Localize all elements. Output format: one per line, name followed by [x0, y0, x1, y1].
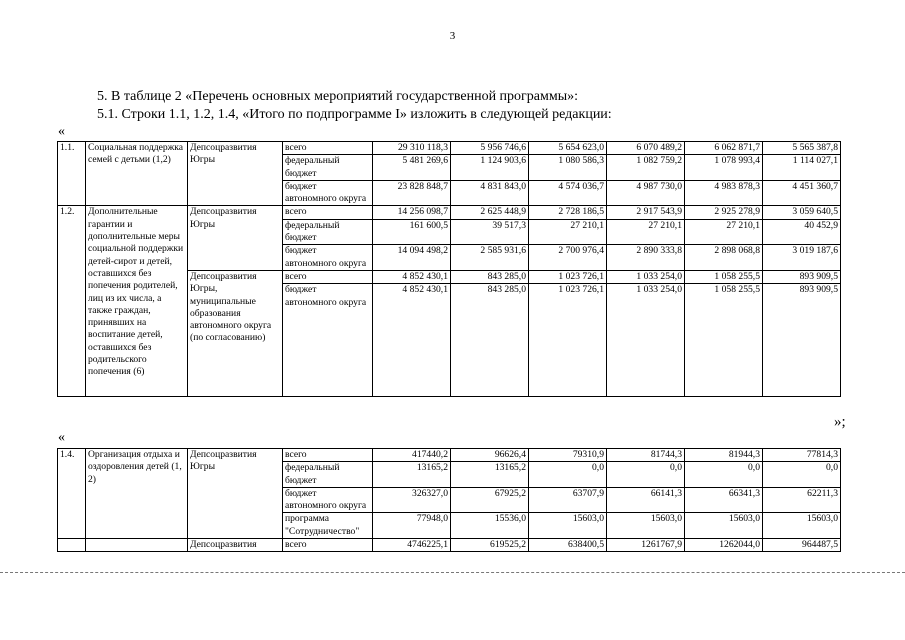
amount-year: 638400,5 — [529, 539, 607, 552]
amount-year: 27 210,1 — [607, 219, 685, 245]
measure-name: Социальная поддержка семей с детьми (1,2) — [86, 142, 188, 206]
measure-name: Организация отдыха и оздоровления детей (1, 2) — [86, 449, 188, 539]
measures-table-2 — [57, 448, 841, 552]
amount-year: 1 124 903,6 — [451, 155, 529, 181]
amount-year: 63707,9 — [529, 487, 607, 513]
amount-year: 1 033 254,0 — [607, 284, 685, 397]
amount-total: 29 310 118,3 — [373, 142, 451, 155]
executor: Депсоцразвития Югры — [188, 449, 283, 539]
amount-year: 2 625 448,9 — [451, 206, 529, 219]
amount-year: 40 452,9 — [763, 219, 841, 245]
executor: Депсоцразвития Югры — [188, 142, 283, 206]
closing-quote: »; — [834, 414, 846, 430]
row-number: 1.4. — [58, 449, 86, 539]
amount-year: 4 983 878,3 — [685, 180, 763, 206]
amount-year: 1 058 255,5 — [685, 284, 763, 397]
amount-year: 1 080 586,3 — [529, 155, 607, 181]
amount-year: 0,0 — [529, 462, 607, 488]
amount-year: 2 898 068,8 — [685, 245, 763, 271]
amount-year: 0,0 — [607, 462, 685, 488]
amount-year: 67925,2 — [451, 487, 529, 513]
amount-year: 3 059 640,5 — [763, 206, 841, 219]
amount-year: 4 574 036,7 — [529, 180, 607, 206]
funding-source: федеральный бюджет — [283, 219, 373, 245]
row-number-empty — [58, 539, 86, 552]
row-number: 1.1. — [58, 142, 86, 206]
amount-year: 79310,9 — [529, 449, 607, 462]
amount-year: 2 925 278,9 — [685, 206, 763, 219]
section-heading: 5. В таблице 2 «Перечень основных мероприятий государственной программы»: — [97, 89, 579, 104]
page-number: 3 — [449, 30, 456, 42]
amount-year: 15603,0 — [763, 513, 841, 539]
executor: Депсоцразвития — [188, 539, 283, 552]
amount-year: 15603,0 — [607, 513, 685, 539]
funding-source: всего — [283, 449, 373, 462]
opening-quote-2: « — [58, 430, 65, 445]
measure-name: Дополнительные гарантии и дополнительные меры социальной поддержки детей-сирот и детей, оставшихся без попечения родителей, лиц из их числа, а также граждан, принявших на воспитание детей, оставшихся без родительского попечения (6) — [86, 206, 188, 397]
amount-year: 2 700 976,4 — [529, 245, 607, 271]
amount-year: 1262044,0 — [685, 539, 763, 552]
row-number: 1.2. — [58, 206, 86, 397]
amount-year: 39 517,3 — [451, 219, 529, 245]
amount-year: 1 023 726,1 — [529, 270, 607, 283]
amount-total: 4 852 430,1 — [373, 284, 451, 397]
funding-source: всего — [283, 142, 373, 155]
amount-total: 23 828 848,7 — [373, 180, 451, 206]
table-row — [58, 206, 841, 219]
amount-year: 843 285,0 — [451, 284, 529, 397]
amount-year: 1 114 027,1 — [763, 155, 841, 181]
amount-year: 619525,2 — [451, 539, 529, 552]
measures-table-1 — [57, 141, 841, 397]
amount-year: 893 909,5 — [763, 270, 841, 283]
amount-year: 77814,3 — [763, 449, 841, 462]
funding-source: федеральный бюджет — [283, 155, 373, 181]
table-row — [58, 142, 841, 155]
amount-total: 417440,2 — [373, 449, 451, 462]
amount-year: 843 285,0 — [451, 270, 529, 283]
amount-year: 893 909,5 — [763, 284, 841, 397]
amount-total: 13165,2 — [373, 462, 451, 488]
amount-total: 77948,0 — [373, 513, 451, 539]
amount-total: 14 094 498,2 — [373, 245, 451, 271]
amount-year: 6 062 871,7 — [685, 142, 763, 155]
amount-year: 62211,3 — [763, 487, 841, 513]
funding-source: всего — [283, 206, 373, 219]
funding-source: бюджет автономного округа — [283, 487, 373, 513]
executor: Депсоцразвития Югры — [188, 206, 283, 270]
opening-quote: « — [58, 124, 65, 139]
amount-year: 964487,5 — [763, 539, 841, 552]
amount-year: 5 956 746,6 — [451, 142, 529, 155]
amount-total: 14 256 098,7 — [373, 206, 451, 219]
amount-year: 4 831 843,0 — [451, 180, 529, 206]
subsection-heading: 5.1. Строки 1.1, 1.2, 1.4, «Итого по подпрограмме I» изложить в следующей редакции: — [97, 107, 612, 122]
amount-year: 2 917 543,9 — [607, 206, 685, 219]
amount-year: 4 451 360,7 — [763, 180, 841, 206]
amount-year: 27 210,1 — [685, 219, 763, 245]
table-row — [58, 539, 841, 552]
amount-year: 15603,0 — [685, 513, 763, 539]
executor: Депсоцразвития Югры, муниципальные образования автономного округа (по согласованию) — [188, 270, 283, 396]
amount-year: 1 078 993,4 — [685, 155, 763, 181]
amount-year: 2 585 931,6 — [451, 245, 529, 271]
amount-year: 3 019 187,6 — [763, 245, 841, 271]
amount-year: 66341,3 — [685, 487, 763, 513]
funding-source: программа "Сотрудничество" — [283, 513, 373, 539]
funding-source: всего — [283, 270, 373, 283]
amount-year: 1 023 726,1 — [529, 284, 607, 397]
amount-year: 5 654 623,0 — [529, 142, 607, 155]
amount-year: 0,0 — [763, 462, 841, 488]
measure-name-empty — [86, 539, 188, 552]
funding-source: всего — [283, 539, 373, 552]
amount-year: 2 728 186,5 — [529, 206, 607, 219]
amount-year: 1261767,9 — [607, 539, 685, 552]
amount-year: 27 210,1 — [529, 219, 607, 245]
amount-year: 15536,0 — [451, 513, 529, 539]
amount-year: 96626,4 — [451, 449, 529, 462]
funding-source: бюджет автономного округа — [283, 180, 373, 206]
amount-year: 15603,0 — [529, 513, 607, 539]
amount-year: 1 082 759,2 — [607, 155, 685, 181]
funding-source: бюджет автономного округа — [283, 284, 373, 397]
amount-year: 13165,2 — [451, 462, 529, 488]
amount-year: 0,0 — [685, 462, 763, 488]
amount-year: 81744,3 — [607, 449, 685, 462]
amount-year: 4 987 730,0 — [607, 180, 685, 206]
page-cut-line — [0, 572, 905, 573]
table-row — [58, 449, 841, 462]
funding-source: федеральный бюджет — [283, 462, 373, 488]
funding-source: бюджет автономного округа — [283, 245, 373, 271]
amount-total: 4746225,1 — [373, 539, 451, 552]
amount-total: 5 481 269,6 — [373, 155, 451, 181]
amount-year: 1 058 255,5 — [685, 270, 763, 283]
amount-total: 161 600,5 — [373, 219, 451, 245]
amount-total: 4 852 430,1 — [373, 270, 451, 283]
amount-year: 6 070 489,2 — [607, 142, 685, 155]
amount-year: 1 033 254,0 — [607, 270, 685, 283]
amount-year: 66141,3 — [607, 487, 685, 513]
amount-year: 2 890 333,8 — [607, 245, 685, 271]
amount-year: 81944,3 — [685, 449, 763, 462]
amount-total: 326327,0 — [373, 487, 451, 513]
amount-year: 5 565 387,8 — [763, 142, 841, 155]
